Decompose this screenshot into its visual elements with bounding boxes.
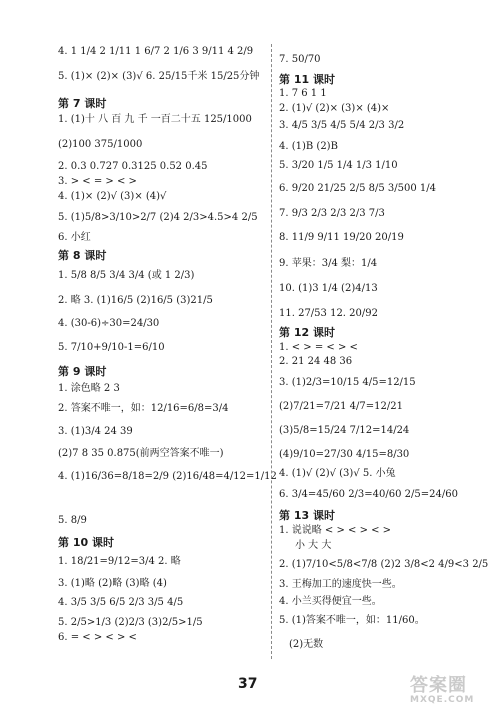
answer-line: 1. 涂色略 2 3 (58, 383, 120, 394)
section-heading: 第 8 课时 (58, 249, 107, 262)
answer-line: 1. 说说略 < > < > < > (279, 525, 392, 536)
section-heading: 第 13 课时 (279, 509, 335, 522)
answer-line: 4. 1 1/4 2 1/11 1 6/7 2 1/6 3 9/11 4 2/9 (58, 46, 254, 57)
answer-line: 7. 9/3 2/3 2/3 2/3 7/3 (279, 208, 385, 219)
answer-line: (2)无数 (289, 639, 324, 650)
answer-line: 4. (1)√ (2)√ (3)√ 5. 小兔 (279, 468, 396, 479)
answer-line: 2. 略 3. (1)16/5 (2)16/5 (3)21/5 (58, 295, 213, 306)
answer-line: 4. 3/5 3/5 6/5 2/3 3/5 4/5 (58, 597, 184, 608)
answer-line: 10. (1)3 1/4 (2)4/13 (279, 283, 378, 294)
answer-line: 5. 2/5>1/3 (2)2/3 (3)2/5>1/5 (58, 617, 203, 628)
answer-line: 1. (1)十 八 百 九 千 一百二十五 125/1000 (58, 114, 252, 125)
answer-line: 1. 18/21=9/12=3/4 2. 略 (58, 556, 181, 567)
answer-line: 3. > < = > < > (58, 176, 137, 187)
answer-line: 5. (1)5/8>3/10>2/7 (2)4 2/3>4.5>4 2/5 (58, 212, 258, 223)
answer-line: (2)100 375/1000 (58, 139, 143, 150)
answer-line: 7. 50/70 (279, 54, 321, 65)
answer-line: 3. (1)2/3=10/15 4/5=12/15 (279, 377, 416, 388)
watermark-text: 答案圈 (410, 675, 467, 696)
answer-line: (2)7 8 35 0.875(前两空答案不唯一) (58, 448, 224, 459)
answer-line: (2)7/21=7/21 4/7=12/21 (279, 401, 403, 412)
answer-line: 2. (1)7/10<5/8<7/8 (2)2 3/8<2 4/9<3 2/5 (279, 559, 489, 570)
answer-line: 3. (1)略 (2)略 (3)略 (4) (58, 578, 167, 589)
answer-line: 3. 王梅加工的速度快一些。 (279, 579, 402, 590)
answer-line: 8. 11/9 9/11 19/20 20/19 (279, 232, 404, 243)
answer-line: 5. 7/10+9/10-1=6/10 (58, 342, 165, 353)
answer-line: 1. 7 6 1 1 (279, 88, 327, 99)
section-heading: 第 11 课时 (279, 73, 335, 86)
page-number: 37 (238, 676, 258, 692)
answer-line: 6. 小红 (58, 232, 91, 243)
answer-line: 2. 21 24 48 36 (279, 356, 353, 367)
answer-line: 2. 0.3 0.727 0.3125 0.52 0.45 (58, 161, 208, 172)
watermark-logo (410, 671, 474, 705)
answer-line: 4. 小兰买得便宜一些。 (279, 596, 382, 607)
watermark-url: MXQE.COM (410, 695, 475, 705)
section-heading: 第 12 课时 (279, 326, 335, 339)
section-heading: 第 10 课时 (58, 536, 114, 549)
answer-line: 5. (1)答案不唯一，如：11/60。 (279, 615, 425, 626)
answer-line: (4)9/10=27/30 4/15=8/30 (279, 449, 410, 460)
answer-line: 5. 8/9 (58, 515, 87, 526)
answer-line: 6. 9/20 21/25 2/5 8/5 3/500 1/4 (279, 183, 436, 194)
answer-line: 6. 3/4=45/60 2/3=40/60 2/5=24/60 (279, 489, 458, 500)
answer-line: 4. (1)16/36=8/18=2/9 (2)16/48=4/12=1/12 (58, 471, 277, 482)
answer-line: 1. 5/8 8/5 3/4 3/4 (或 1 2/3) (58, 270, 195, 281)
answer-line: 1. < > = < > < (279, 342, 358, 353)
answer-line: 11. 27/53 12. 20/92 (279, 308, 378, 319)
answer-line: 5. 3/20 1/5 1/4 1/3 1/10 (279, 160, 398, 171)
answer-line: 5. (1)× (2)× (3)√ 6. 25/15千米 15/25分钟 (58, 71, 260, 82)
answer-line: 3. (1)3/4 24 39 (58, 426, 133, 437)
section-heading: 第 7 课时 (58, 97, 107, 110)
answer-line: (3)5/8=15/24 7/12=14/24 (279, 425, 410, 436)
answer-line: 4. (1)× (2)√ (3)× (4)√ (58, 191, 167, 202)
answer-line: 小 大 大 (295, 540, 332, 551)
answer-line: 2. (1)√ (2)× (3)× (4)× (279, 103, 390, 114)
answer-line: 4. (1)B (2)B (279, 141, 338, 152)
answer-line: 3. 4/5 3/5 4/5 5/4 2/3 3/2 (279, 120, 405, 131)
section-heading: 第 9 课时 (58, 365, 107, 378)
answer-line: 6. = < > < > < (58, 632, 137, 643)
column-divider (271, 44, 272, 659)
answer-line: 9. 苹果：3/4 梨：1/4 (279, 258, 378, 269)
answer-line: 2. 答案不唯一，如：12/16=6/8=3/4 (58, 403, 229, 414)
answer-line: 4. (30-6)÷30=24/30 (58, 318, 160, 329)
